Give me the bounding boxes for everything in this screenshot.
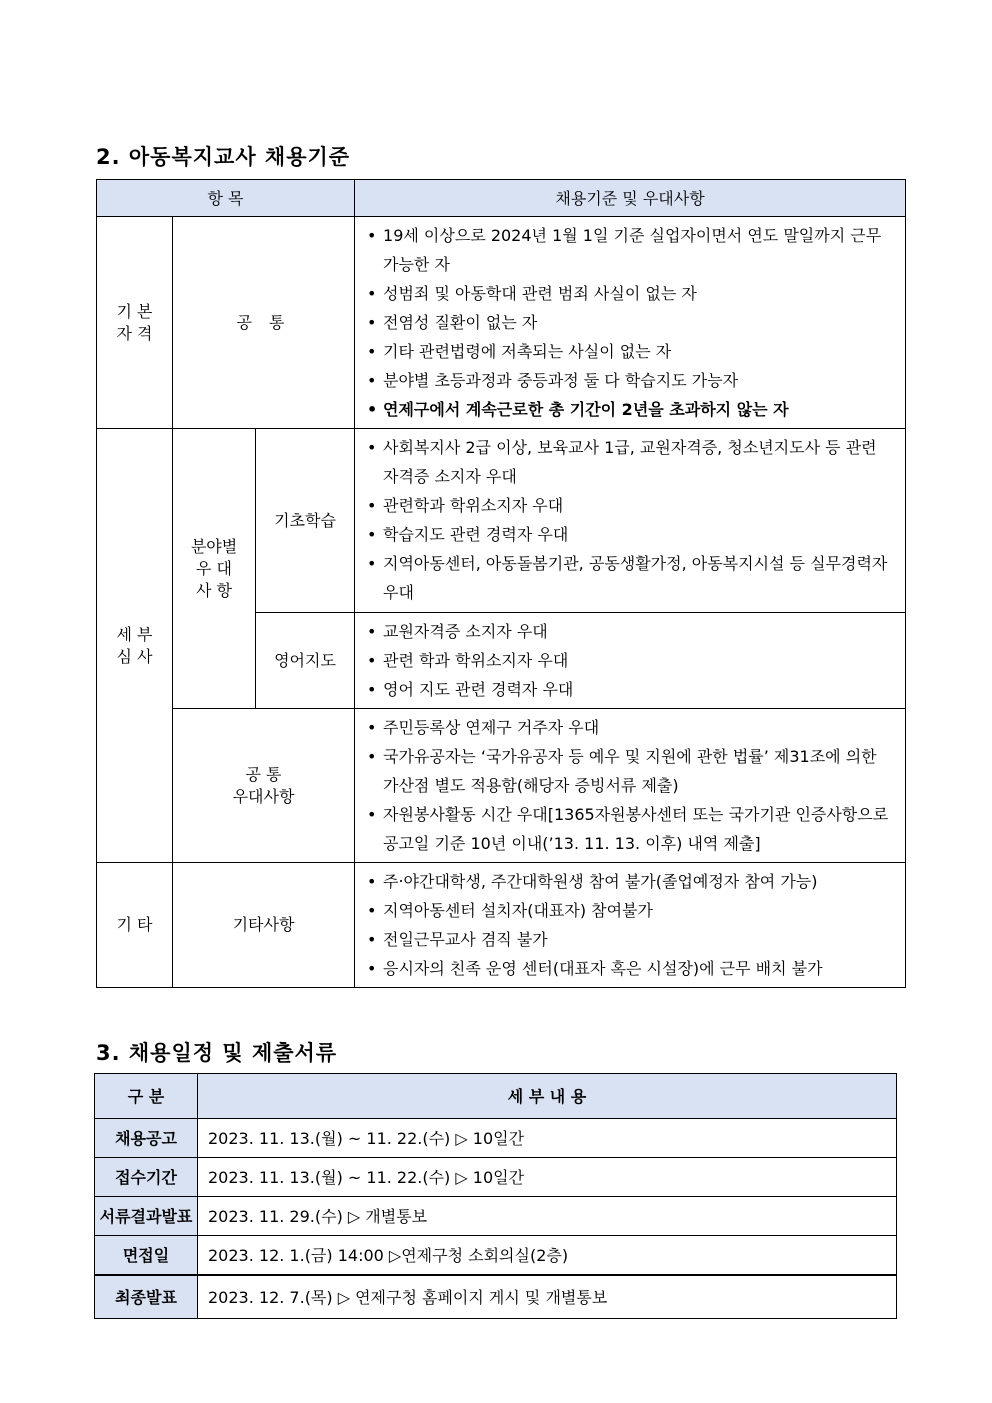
list-item: • 국가유공자는 ‘국가유공자 등 예우 및 지원에 관한 법률’ 제31조에 의한 가산점 별도 적용함(해당자 증빙서류 제출) (367, 742, 895, 800)
schedule-value: 2023. 11. 29.(수) ▷ 개별통보 (198, 1197, 897, 1236)
etc-row (97, 863, 906, 988)
list-item: • 학습지도 관련 경력자 우대 (367, 520, 895, 549)
list-item: • 기타 관련법령에 저촉되는 사실이 없는 자 (367, 337, 895, 366)
list-item: • 성범죄 및 아동학대 관련 범죄 사실이 없는 자 (367, 279, 895, 308)
common-pref-label: 공 통 우대사항 (173, 709, 355, 863)
schedule-table (94, 1073, 897, 1319)
list-item: • 연제구에서 계속근로한 총 기간이 2년을 초과하지 않는 자 (367, 395, 895, 424)
basic-learning-items (355, 429, 906, 613)
english-label: 영어지도 (256, 613, 355, 709)
schedule-label: 서류결과발표 (95, 1197, 198, 1236)
section2-title: 2. 아동복지교사 채용기준 (96, 145, 351, 169)
schedule-label: 채용공고 (95, 1119, 198, 1158)
list-item: • 응시자의 친족 운영 센터(대표자 혹은 시설장)에 근무 배치 불가 (367, 954, 895, 983)
list-item: • 자원봉사활동 시간 우대[1365자원봉사센터 또는 국가기관 인증사항으로 공고일 기준 10년 이내(’13. 11. 13. 이후) 내역 제출] (367, 800, 895, 858)
list-item: • 관련학과 학위소지자 우대 (367, 491, 895, 520)
etc-items (355, 863, 906, 988)
list-item: • 분야별 초등과정과 중등과정 둘 다 학습지도 가능자 (367, 366, 895, 395)
criteria-header-row (97, 180, 906, 217)
english-items (355, 613, 906, 709)
list-item: • 관련 학과 학위소지자 우대 (367, 646, 895, 675)
list-item: • 지역아동센터 설치자(대표자) 참여불가 (367, 896, 895, 925)
basic-category: 기 본 자 격 (97, 217, 173, 429)
header-item: 항 목 (97, 180, 355, 217)
schedule-label: 면접일 (95, 1236, 198, 1276)
field-pref-label: 분야별 우 대 사 항 (173, 429, 256, 709)
schedule-header-detail: 세 부 내 용 (198, 1074, 897, 1119)
list-item: • 교원자격증 소지자 우대 (367, 617, 895, 646)
schedule-value: 2023. 12. 7.(목) ▷ 연제구청 홈페이지 게시 및 개별통보 (198, 1275, 897, 1319)
basic-learning-row (97, 429, 906, 613)
schedule-header-category: 구 분 (95, 1074, 198, 1119)
basic-qualification-row (97, 217, 906, 429)
list-item: • 주민등록상 연제구 거주자 우대 (367, 713, 895, 742)
common-pref-items (355, 709, 906, 863)
basic-learning-label: 기초학습 (256, 429, 355, 613)
schedule-row (95, 1236, 897, 1276)
list-item: • 영어 지도 관련 경력자 우대 (367, 675, 895, 704)
schedule-value: 2023. 11. 13.(월) ~ 11. 22.(수) ▷ 10일간 (198, 1158, 897, 1197)
schedule-value: 2023. 11. 13.(월) ~ 11. 22.(수) ▷ 10일간 (198, 1119, 897, 1158)
basic-sub: 공 통 (173, 217, 355, 429)
schedule-value: 2023. 12. 1.(금) 14:00 ▷연제구청 소회의실(2층) (198, 1236, 897, 1276)
etc-sub: 기타사항 (173, 863, 355, 988)
list-item: • 주‧야간대학생, 주간대학원생 참여 불가(졸업예정자 참여 가능) (367, 867, 895, 896)
list-item: • 사회복지사 2급 이상, 보육교사 1급, 교원자격증, 청소년지도사 등 관련 자격증 소지자 우대 (367, 433, 895, 491)
schedule-row (95, 1158, 897, 1197)
etc-category: 기 타 (97, 863, 173, 988)
schedule-row (95, 1197, 897, 1236)
schedule-label: 최종발표 (95, 1275, 198, 1319)
schedule-header-row (95, 1074, 897, 1119)
list-item: • 전일근무교사 겸직 불가 (367, 925, 895, 954)
list-item: • 전염성 질환이 없는 자 (367, 308, 895, 337)
section3-title: 3. 채용일정 및 제출서류 (96, 1041, 338, 1065)
common-pref-row (97, 709, 906, 863)
header-criteria: 채용기준 및 우대사항 (355, 180, 906, 217)
criteria-table (96, 179, 906, 988)
list-item: • 19세 이상으로 2024년 1월 1일 기준 실업자이면서 연도 말일까지 근무 가능한 자 (367, 221, 895, 279)
list-item: • 지역아동센터, 아동돌봄기관, 공동생활가정, 아동복지시설 등 실무경력자 우대 (367, 549, 895, 607)
basic-items (355, 217, 906, 429)
detail-category: 세 부 심 사 (97, 429, 173, 863)
schedule-row (95, 1275, 897, 1319)
schedule-row (95, 1119, 897, 1158)
schedule-label: 접수기간 (95, 1158, 198, 1197)
